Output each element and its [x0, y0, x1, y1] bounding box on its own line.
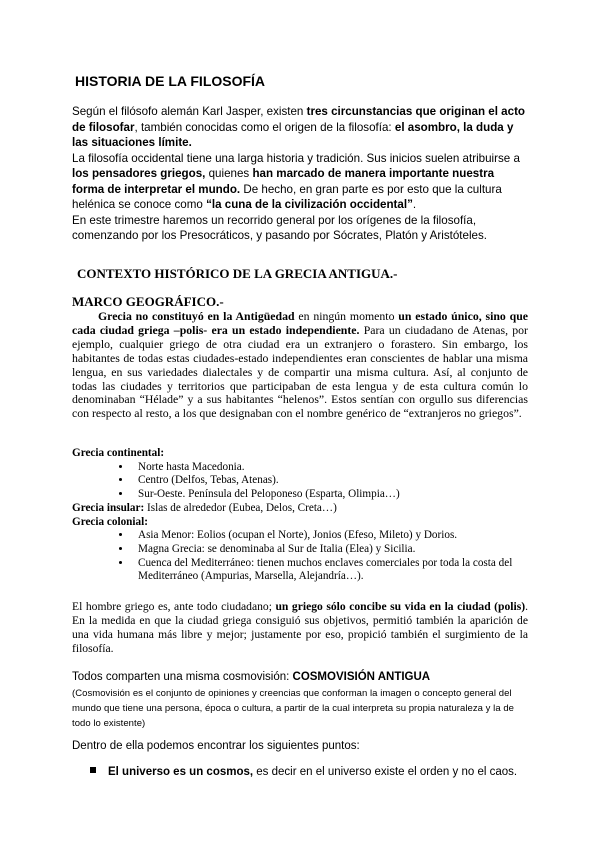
intro-bold: los pensadores griegos,	[72, 167, 206, 180]
geo-bold: un estado único, sino que cada ciudad griega –polis- era un estado independiente.	[72, 309, 528, 337]
cosmovision-definition: (Cosmovisión es el conjunto de opiniones y creencias que conforman la imagen o concepto general del mundo que tiene una persona, época o cultura, a partir de la cual interpreta su propia naturaleza y la de todo lo existente)	[72, 688, 515, 729]
list-item: • Magna Grecia: se denominaba al Sur de Italia (Elea) y Sicilia.	[132, 543, 528, 557]
colonial-label-text: Grecia colonial:	[72, 515, 148, 528]
cosmovision-bold: COSMOVISIÓN ANTIGUA	[292, 671, 431, 683]
intro-paragraph-3: En este trimestre haremos un recorrido general por los orígenes de la filosofía, comenzando por los Presocráticos, y pasando por Sócrates, Platón y Aristóteles.	[72, 213, 488, 242]
intro-text: La filosofía occidental tiene una larga historia y tradición. Sus inicios suelen atribuirse a	[72, 151, 520, 165]
intro-bold: han marcado de manera importante nuestra forma de interpretar el mundo.	[72, 167, 495, 196]
cosmovision-line	[72, 669, 528, 685]
intro-section	[72, 104, 528, 244]
geo-bold: Grecia no constituyó en la Antigüedad	[98, 309, 295, 323]
intro-paragraph-2	[72, 151, 528, 213]
intro-text: De hecho, en gran parte es por esto que la cultura helénica se conoce como	[72, 182, 502, 211]
intro-text: quienes	[205, 167, 253, 180]
colonial-list	[72, 529, 528, 584]
point-text: es decir en el universo existe el orden y no el caos.	[253, 765, 518, 778]
cosmovision-text: Todos comparten una misma cosmovisión:	[72, 671, 293, 683]
geography-heading: MARCO GEOGRÁFICO.-	[72, 294, 224, 309]
page-title: HISTORIA DE LA FILOSOFÍA	[75, 73, 266, 89]
citizen-bold: un griego sólo concibe su vida en la ciudad (polis)	[275, 600, 526, 613]
list-item: • Centro (Delfos, Tebas, Atenas).	[132, 474, 528, 488]
intro-text: .	[412, 198, 417, 211]
insular-label: Grecia insular:	[72, 501, 145, 514]
context-heading: CONTEXTO HISTÓRICO DE LA GRECIA ANTIGUA.-	[77, 266, 398, 281]
intro-bold: tres circunstancias que originan el acto de filosofar	[72, 105, 526, 134]
square-bullet-icon	[90, 767, 96, 773]
geo-text: en ningún momento	[294, 309, 399, 323]
list-item: • Sur-Oeste. Península del Peloponeso (Esparta, Olimpia…)	[132, 488, 528, 502]
intro-text: Según el filósofo alemán Karl Jasper, existen	[72, 105, 307, 118]
citizen-text: . En la medida en que la ciudad griega consiguió sus objetivos, permitió también la aparición de una vida humana más libre y mejor; justamente por eso, propició también el surgimiento de la filosofía.	[72, 600, 529, 655]
citizen-paragraph	[72, 600, 528, 656]
list-item: • Cuenca del Mediterráneo: tienen muchos enclaves comerciales por toda la costa del Mediterráneo (Ampurias, Marsella, Alejandría…).	[132, 557, 528, 584]
insular-line	[72, 502, 528, 516]
geography-paragraph	[72, 310, 528, 421]
intro-text: , también conocidas como el origen de la filosofía:	[134, 120, 395, 134]
continental-label	[72, 447, 528, 461]
intro-paragraph-1	[72, 104, 528, 151]
continental-list	[72, 461, 528, 502]
intro-bold: el asombro, la duda y las situaciones límite.	[72, 120, 514, 149]
list-item: • Norte hasta Macedonia.	[132, 461, 528, 475]
list-item: • Asia Menor: Eolios (ocupan el Norte), Jonios (Efeso, Mileto) y Dorios.	[132, 529, 528, 543]
continental-label-text: Grecia continental:	[72, 447, 165, 459]
intro-bold: “la cuna de la civilización occidental”	[206, 198, 413, 211]
colonial-label	[72, 516, 528, 530]
insular-text: Islas de alrededor (Eubea, Delos, Creta…)	[144, 501, 337, 514]
regions-section	[72, 447, 528, 584]
point-item-1	[90, 764, 530, 780]
points-intro: Dentro de ella podemos encontrar los siguientes puntos:	[72, 740, 360, 752]
point-bold: El universo es un cosmos,	[108, 765, 254, 778]
geo-text: Para un ciudadano de Atenas, por ejemplo, cualquier griego de otra ciudad era un extranjero o forastero. Sin embargo, los habitantes de todas estas ciudades-estado independientes eran conscientes de hablar una misma lengua, en sus variedades dialectales y de compartir una misma cultura. Así, al conjunto de todas las ciudades y territorios que participaban de esta lengua y de esta cultura común lo denominaban “Hélade” y a sus habitantes “helenos”. Estos sentían con orgullo sus diferencias con respecto al resto, a los que designaban con el nombre genérico de “extranjeros no griegos”.	[72, 322, 528, 421]
citizen-text: El hombre griego es, ante todo ciudadano;	[72, 600, 276, 613]
